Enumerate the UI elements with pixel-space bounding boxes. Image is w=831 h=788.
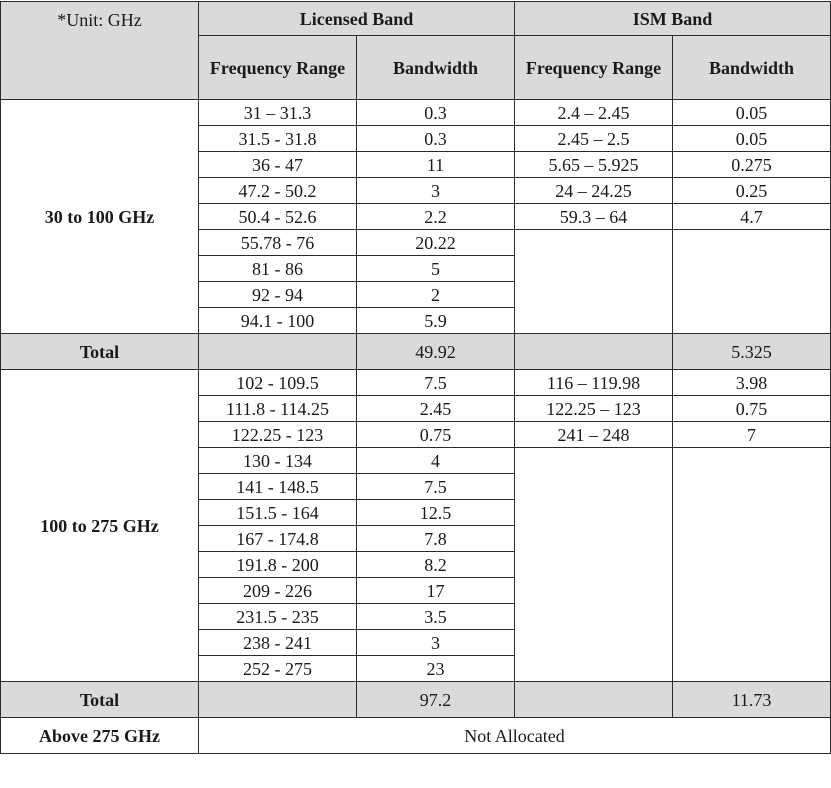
licensed-range-cell: 238 - 241: [199, 630, 357, 656]
licensed-bandwidth-cell: 12.5: [357, 500, 515, 526]
licensed-range-cell: 231.5 - 235: [199, 604, 357, 630]
licensed-range-cell: 94.1 - 100: [199, 308, 357, 334]
total-label: Total: [1, 334, 199, 370]
licensed-range-cell: 141 - 148.5: [199, 474, 357, 500]
licensed-range-cell: 151.5 - 164: [199, 500, 357, 526]
ism-empty-cell: [515, 230, 673, 334]
total-row: [1, 682, 831, 718]
licensed-range-cell: 92 - 94: [199, 282, 357, 308]
ism-range-cell: 122.25 – 123: [515, 396, 673, 422]
licensed-range-cell: 102 - 109.5: [199, 370, 357, 396]
ism-range-cell: 24 – 24.25: [515, 178, 673, 204]
ism-bandwidth-cell: 7: [673, 422, 831, 448]
licensed-range-cell: 122.25 - 123: [199, 422, 357, 448]
ism-empty-cell: [515, 448, 673, 682]
licensed-bandwidth-cell: 7.5: [357, 474, 515, 500]
total-empty-cell: [199, 682, 357, 718]
ism-range-cell: 116 – 119.98: [515, 370, 673, 396]
licensed-bandwidth-cell: 7.5: [357, 370, 515, 396]
above-275-label: Above 275 GHz: [1, 718, 199, 754]
ism-range-cell: 2.4 – 2.45: [515, 100, 673, 126]
licensed-range-cell: 31.5 - 31.8: [199, 126, 357, 152]
licensed-bandwidth-cell: 2: [357, 282, 515, 308]
licensed-bandwidth-cell: 3.5: [357, 604, 515, 630]
ism-range-cell: 5.65 – 5.925: [515, 152, 673, 178]
ism-empty-cell: [673, 448, 831, 682]
ism-bandwidth-cell: 3.98: [673, 370, 831, 396]
licensed-band-header: Licensed Band: [199, 2, 515, 36]
licensed-bandwidth-cell: 17: [357, 578, 515, 604]
licensed-range-cell: 31 – 31.3: [199, 100, 357, 126]
total-label: Total: [1, 682, 199, 718]
licensed-range-cell: 209 - 226: [199, 578, 357, 604]
ism-range-cell: 241 – 248: [515, 422, 673, 448]
licensed-bandwidth-cell: 23: [357, 656, 515, 682]
total-empty-cell: [515, 334, 673, 370]
licensed-bandwidth-cell: 0.75: [357, 422, 515, 448]
licensed-bandwidth-cell: 3: [357, 178, 515, 204]
licensed-range-cell: 50.4 - 52.6: [199, 204, 357, 230]
licensed-range-cell: 36 - 47: [199, 152, 357, 178]
header-text: Frequency Range: [525, 57, 662, 78]
licensed-range-cell: 167 - 174.8: [199, 526, 357, 552]
licensed-bandwidth-header: Bandwidth: [357, 36, 515, 100]
ism-total: 11.73: [673, 682, 831, 718]
licensed-bandwidth-cell: 0.3: [357, 126, 515, 152]
frequency-allocation-table: [0, 1, 831, 754]
licensed-total: 49.92: [357, 334, 515, 370]
table-row: [1, 100, 831, 126]
licensed-range-cell: 111.8 - 114.25: [199, 396, 357, 422]
licensed-bandwidth-cell: 5: [357, 256, 515, 282]
ism-total: 5.325: [673, 334, 831, 370]
table-row: [1, 370, 831, 396]
licensed-bandwidth-cell: 11: [357, 152, 515, 178]
licensed-bandwidth-cell: 8.2: [357, 552, 515, 578]
header-row-bands: [1, 2, 831, 36]
licensed-frequency-range-header: [199, 36, 357, 100]
header-text: Frequency Range: [209, 57, 346, 78]
total-empty-cell: [199, 334, 357, 370]
total-empty-cell: [515, 682, 673, 718]
ism-bandwidth-cell: 0.275: [673, 152, 831, 178]
not-allocated-cell: Not Allocated: [199, 718, 831, 754]
licensed-range-cell: 252 - 275: [199, 656, 357, 682]
above-275-row: [1, 718, 831, 754]
licensed-bandwidth-cell: 2.45: [357, 396, 515, 422]
ism-bandwidth-header: Bandwidth: [673, 36, 831, 100]
licensed-bandwidth-cell: 2.2: [357, 204, 515, 230]
ism-range-cell: 59.3 – 64: [515, 204, 673, 230]
licensed-bandwidth-cell: 3: [357, 630, 515, 656]
ism-range-cell: 2.45 – 2.5: [515, 126, 673, 152]
group-label: 100 to 275 GHz: [1, 370, 199, 682]
licensed-bandwidth-cell: 4: [357, 448, 515, 474]
licensed-range-cell: 191.8 - 200: [199, 552, 357, 578]
ism-bandwidth-cell: 0.05: [673, 126, 831, 152]
licensed-bandwidth-cell: 0.3: [357, 100, 515, 126]
licensed-range-cell: 55.78 - 76: [199, 230, 357, 256]
ism-bandwidth-cell: 4.7: [673, 204, 831, 230]
ism-bandwidth-cell: 0.75: [673, 396, 831, 422]
licensed-range-cell: 47.2 - 50.2: [199, 178, 357, 204]
ism-bandwidth-cell: 0.25: [673, 178, 831, 204]
licensed-bandwidth-cell: 20.22: [357, 230, 515, 256]
ism-frequency-range-header: [515, 36, 673, 100]
ism-band-header: ISM Band: [515, 2, 831, 36]
ism-bandwidth-cell: 0.05: [673, 100, 831, 126]
licensed-range-cell: 130 - 134: [199, 448, 357, 474]
unit-label: *Unit: GHz: [1, 2, 199, 100]
ism-empty-cell: [673, 230, 831, 334]
group-label: 30 to 100 GHz: [1, 100, 199, 334]
licensed-total: 97.2: [357, 682, 515, 718]
licensed-bandwidth-cell: 5.9: [357, 308, 515, 334]
licensed-bandwidth-cell: 7.8: [357, 526, 515, 552]
total-row: [1, 334, 831, 370]
licensed-range-cell: 81 - 86: [199, 256, 357, 282]
